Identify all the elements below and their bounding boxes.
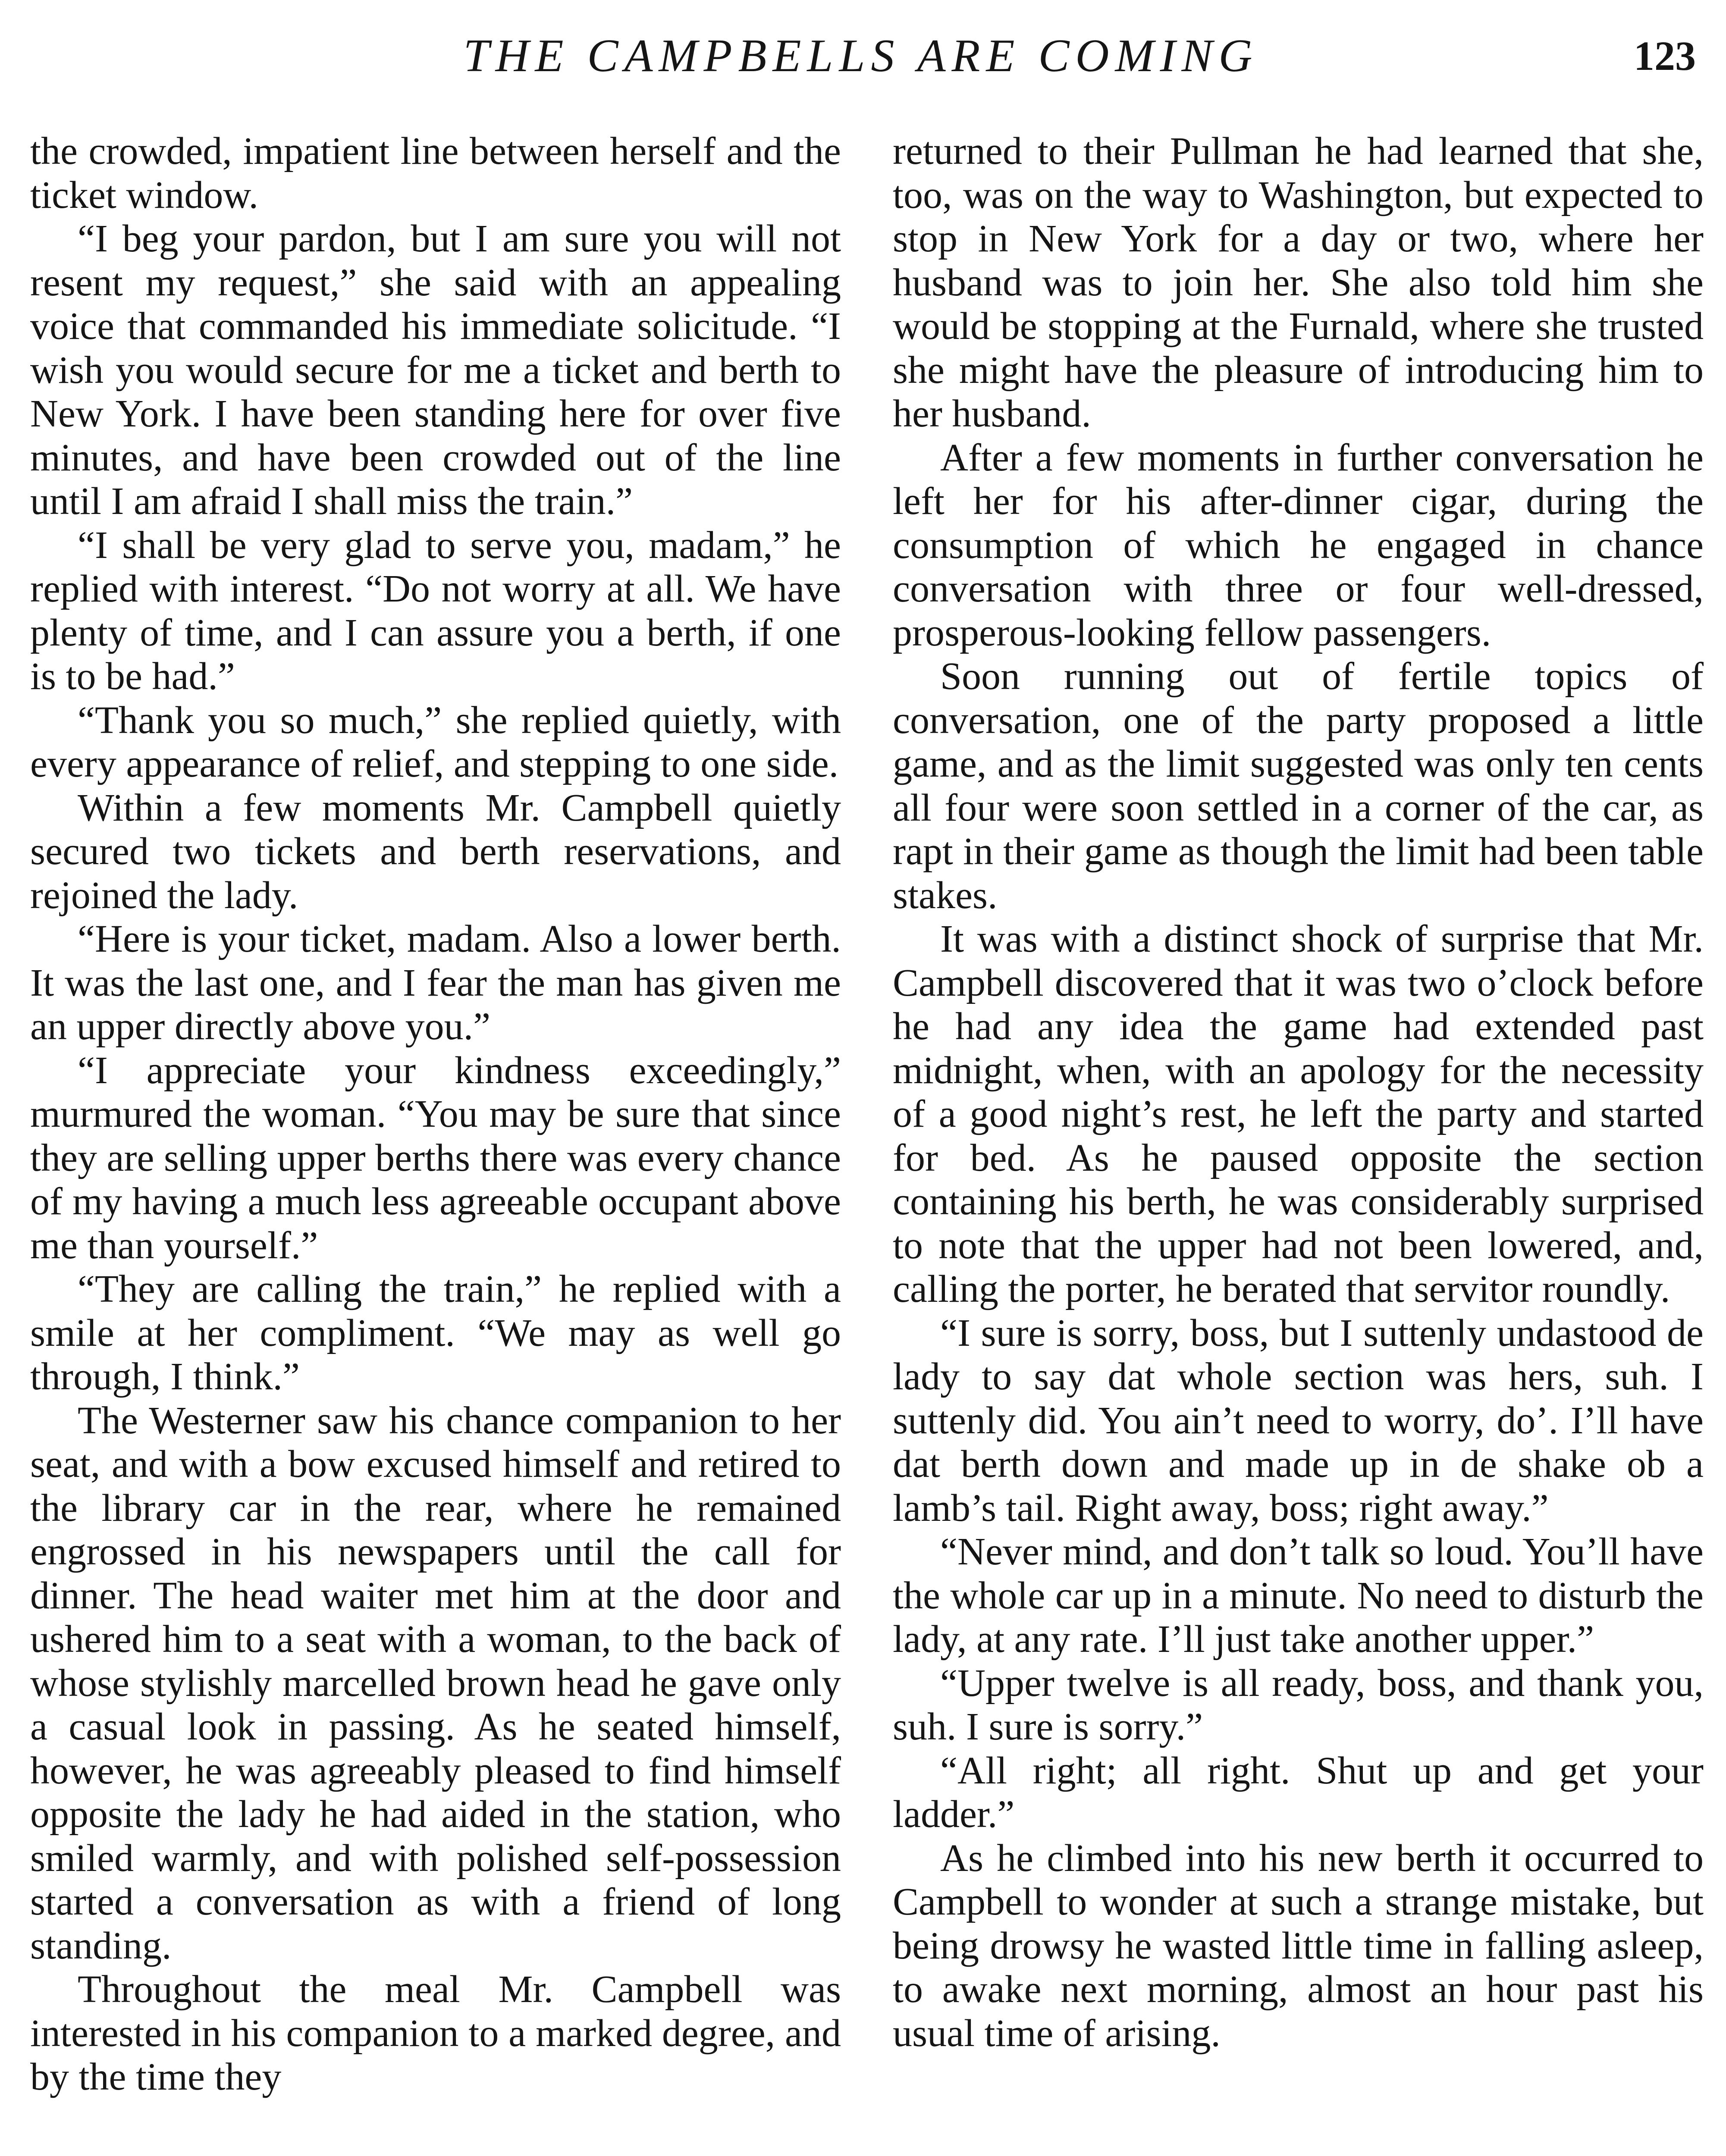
paragraph: “I sure is sorry, boss, but I suttenly undastood de lady to say dat whole section was hers, suh. I suttenly did. You ain’t need to worry, do’. I’ll have dat berth down and made up in de shake ob a lamb’s tail. Right away, boss; right away.” <box>893 1311 1704 1529</box>
paragraph: “Upper twelve is all ready, boss, and thank you, suh. I sure is sorry.” <box>893 1661 1704 1748</box>
paragraph: “I shall be very glad to serve you, madam,” he replied with interest. “Do not worry at all. We have plenty of time, and I can assure you a berth, if one is to be had.” <box>30 523 841 698</box>
paragraph: “I appreciate your kindness exceedingly,” murmured the woman. “You may be sure that since they are selling upper berths there was every chance of my having a much less agreeable occupant above me than yourself.” <box>30 1049 841 1267</box>
running-head <box>26 26 1696 86</box>
paragraph: “All right; all right. Shut up and get your ladder.” <box>893 1749 1704 1836</box>
page-number: 123 <box>1634 33 1696 79</box>
paragraph: Within a few moments Mr. Campbell quietly secured two tickets and berth reservations, and rejoined the lady. <box>30 786 841 917</box>
paragraph: “Here is your ticket, madam. Also a lower berth. It was the last one, and I fear the man has given me an upper directly above you.” <box>30 918 841 1048</box>
paragraph: “They are calling the train,” he replied with a smile at her compliment. “We may as well go through, I think.” <box>30 1268 841 1398</box>
paragraph: Throughout the meal Mr. Campbell was interested in his companion to a marked degree, and by the time they <box>30 1968 841 2098</box>
paragraph: the crowded, impatient line between herself and the ticket window. <box>30 130 841 216</box>
left-column <box>30 129 841 2099</box>
paragraph: returned to their Pullman he had learned that she, too, was on the way to Washington, but expected to stop in New York for a day or two, where her husband was to join her. She also told him she would be stopping at the Furnald, where she trusted she might have the pleasure of introducing him to her husband. <box>893 130 1704 435</box>
running-title: THE CAMPBELLS ARE COMING <box>463 30 1258 81</box>
paragraph: As he climbed into his new berth it occurred to Campbell to wonder at such a strange mistake, but being drowsy he wasted little time in falling asleep, to awake next morning, almost an hour past his usual time of arising. <box>893 1836 1704 2055</box>
paragraph: After a few moments in further conversation he left her for his after-dinner cigar, during the consumption of which he engaged in chance conversation with three or four well-dressed, prosperous-looking fellow passengers. <box>893 436 1704 654</box>
paragraph: Soon running out of fertile topics of conversation, one of the party proposed a little game, and as the limit suggested was only ten cents all four were soon settled in a corner of the car, as rapt in their game as though the limit had been table stakes. <box>893 655 1704 917</box>
paragraph: “Thank you so much,” she replied quietly, with every appearance of relief, and stepping to one side. <box>30 699 841 785</box>
paragraph: It was with a distinct shock of surprise that Mr. Campbell discovered that it was two o’clock before he had any idea the game had extended past midnight, when, with an apology for the necessity of a good night’s rest, he left the party and started for bed. As he paused opposite the section containing his berth, he was considerably surprised to note that the upper had not been lowered, and, calling the porter, he berated that servitor roundly. <box>893 918 1704 1310</box>
paragraph: The Westerner saw his chance companion to her seat, and with a bow excused himself and retired to the library car in the rear, where he remained engrossed in his newspapers until the call for dinner. The head waiter met him at the door and ushered him to a seat with a woman, to the back of whose stylishly marcelled brown head he gave only a casual look in passing. As he seated himself, however, he was agreeably pleased to find himself opposite the lady he had aided in the station, who smiled warmly, and with polished self-possession started a conversation as with a friend of long standing. <box>30 1399 841 1967</box>
paragraph: “I beg your pardon, but I am sure you will not resent my request,” she said with an appealing voice that commanded his immediate solicitude. “I wish you would secure for me a ticket and berth to New York. I have been standing here for over five minutes, and have been crowded out of the line until I am afraid I shall miss the train.” <box>30 217 841 523</box>
paragraph: “Never mind, and don’t talk so loud. You’ll have the whole car up in a minute. No need to disturb the lady, at any rate. I’ll just take another upper.” <box>893 1530 1704 1661</box>
right-column <box>893 129 1704 2055</box>
